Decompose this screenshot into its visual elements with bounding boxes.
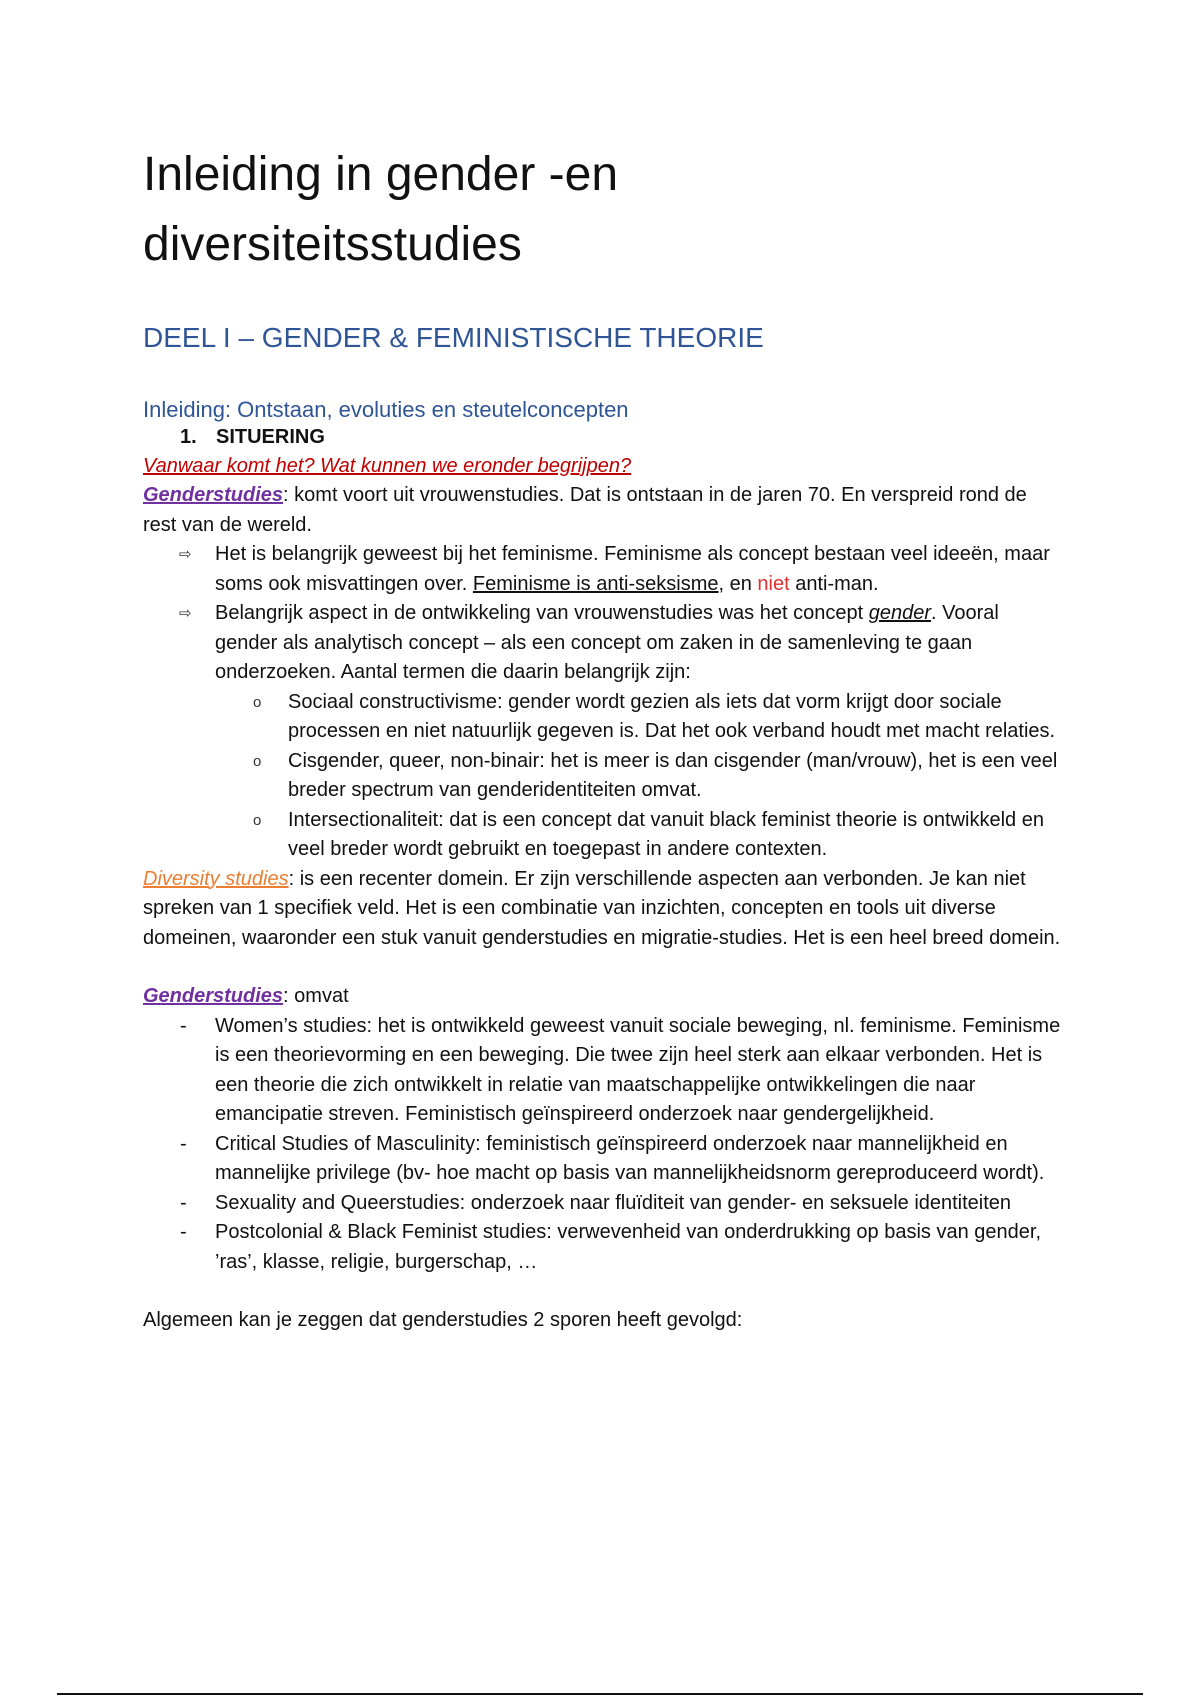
genderstudies-intro [143,481,1063,540]
bullet-o-icon: o [253,752,262,770]
part-heading: DEEL I – GENDER & FEMINISTISCHE THEORIE [143,322,764,353]
section-heading: Inleiding: Ontstaan, evoluties en steutelconcepten [143,397,629,422]
numbered-heading [180,423,1063,452]
dash-item [143,1130,1063,1189]
sub-list [215,688,1063,865]
diversity-text: : is een recenter domein. Er zijn verschillende aspecten aan verbonden. Je kan niet spreken van 1 specifiek veld. Het is een combinatie van inzichten, concepten en tools uit diverse domeinen, waaronder een stuk vanuit genderstudies en migratie-studies. Het is een heel breed domein. [143,867,1061,949]
dash-bullet-icon: - [180,1191,187,1214]
underlined-term: gender [868,602,931,624]
guiding-question: Vanwaar komt het? Wat kunnen we eronder begrijpen? [143,455,632,477]
arrow-item [143,599,1063,865]
document-title [143,140,1063,280]
dash-item-text: Women’s studies: het is ontwikkeld geweest vanuit sociale beweging, nl. feminisme. Feminisme is een theorievorming en een beweging. Die twee zijn heel sterk aan elkaar verbonden. Het is een theorie die zich ontwikkelt in relatie van maatschappelijke ontwikkelingen die naar emancipatie streven. Feministisch geïnspireerd onderzoek naar gendergelijkheid. [215,1014,1061,1125]
dash-item-text: Sexuality and Queerstudies: onderzoek naar fluïditeit van gender- en seksuele identiteiten [215,1191,1012,1214]
keyword-genderstudies: Genderstudies [143,484,284,506]
arrow-item-text: Belangrijk aspect in de ontwikkeling van vrouwenstudies was het concept [215,602,869,624]
arrow-item-text: , en [718,572,758,595]
heading-number: 1. [180,426,197,448]
sub-item-text: Intersectionaliteit: dat is een concept dat vanuit black feminist theorie is ontwikkeld en veel breder wordt gebruikt en toegepast in andere contexten. [288,808,1044,860]
arrow-item-text: Het is belangrijk geweest bij het feminisme. Feminisme als concept bestaan veel ideeën, maar soms ook misvattingen over. [215,543,1050,595]
underlined-phrase: Feminisme is anti-seksisme [472,572,719,595]
sub-item [143,688,1063,747]
genderstudies-omvat [143,982,1063,1012]
omvat-text: : omvat [283,985,349,1007]
dash-bullet-icon: - [180,1221,187,1243]
title-line-2: diversiteitsstudies [143,218,522,271]
heading-label: SITUERING [216,426,325,448]
title-line-1: Inleiding in gender -en [143,148,619,201]
arrow-item [143,540,1063,599]
red-emphasis: niet [757,572,790,595]
document-page [143,140,1063,1336]
sub-item [143,747,1063,806]
keyword-genderstudies: Genderstudies [143,985,284,1007]
sub-item-text: Sociaal constructivisme: gender wordt gezien als iets dat vorm krijgt door sociale processen en niet natuurlijk gegeven is. Dat het ook verband houdt met macht relaties. [288,690,1056,742]
intro-text: : komt voort uit vrouwenstudies. Dat is ontstaan in de jaren 70. En verspreid rond de rest van de wereld. [143,484,1027,536]
bullet-o-icon: o [253,693,262,711]
arrow-item-text: . Vooral gender als analytisch concept – als een concept om zaken in de samenleving te gaan onderzoeken. Aantal termen die daarin belangrijk zijn: [215,602,999,683]
arrow-item-text: anti-man. [789,572,879,595]
dash-bullet-icon: - [180,1132,187,1155]
arrow-right-icon: ⇨ [179,605,192,622]
dash-list [143,1012,1063,1278]
spacer [143,1277,1063,1306]
dash-item [143,1012,1063,1130]
closing-sentence: Algemeen kan je zeggen dat genderstudies 2 sporen heeft gevolgd: [143,1309,743,1331]
arrow-list [143,540,1063,865]
spacer [143,953,1063,982]
sub-item [143,806,1063,865]
keyword-diversity-studies: Diversity studies [143,867,289,890]
bullet-o-icon: o [253,811,262,829]
sub-item-text: Cisgender, queer, non-binair: het is meer is dan cisgender (man/vrouw), het is een veel breder spectrum van genderidentiteiten omvat. [288,749,1058,801]
dash-item-text: Critical Studies of Masculinity: feministisch geïnspireerd onderzoek naar mannelijkheid en mannelijke privilege (bv- hoe macht op basis van mannelijkheidsnorm gereproduceerd wordt). [215,1132,1045,1184]
dash-item-text: Postcolonial & Black Feminist studies: verwevenheid van onderdrukking op basis van gender, ’ras’, klasse, religie, burgerschap, … [215,1221,1042,1273]
dash-item [143,1218,1063,1277]
dash-item [143,1189,1063,1219]
arrow-right-icon: ⇨ [179,546,192,563]
diversity-paragraph [143,865,1063,954]
dash-bullet-icon: - [180,1014,187,1037]
page-bottom-rule [57,1693,1143,1695]
